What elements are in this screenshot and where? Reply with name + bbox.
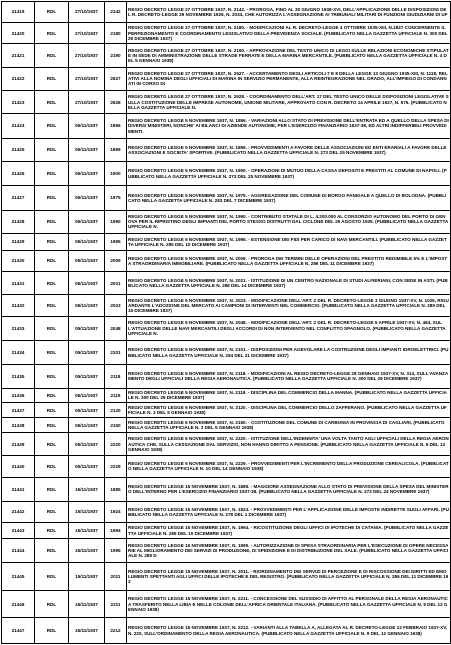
table-row	[2, 456, 451, 477]
table-row	[2, 538, 451, 562]
table-row	[2, 210, 451, 233]
description-cell: REGIO DECRETO LEGGE 5 NOVEMBRE 1937, N. 2119. - DISCIPLINA DEL COMMERCIO DELLA MANNA. (PUBBLICATO NELLA GAZZETTA UFFICIALE N. 300 DEL 29 DICEMBRE 1937)	[127, 388, 451, 403]
date-cell: 15/11/1937	[69, 501, 105, 522]
record-id-cell: 21425	[2, 138, 35, 161]
act-number-cell: 2211	[105, 590, 127, 618]
record-id-cell: 21428	[2, 210, 35, 233]
date-cell: 27/10/1937	[69, 67, 105, 90]
table-row	[2, 186, 451, 210]
record-id-cell: 21422	[2, 67, 35, 90]
record-id-cell: 21442	[2, 501, 35, 522]
date-cell: 05/11/1937	[69, 186, 105, 210]
record-id-cell: 21426	[2, 161, 35, 185]
record-id-cell: 21434	[2, 340, 35, 364]
record-id-cell: 21423	[2, 90, 35, 113]
description-cell: REGIO DECRETO LEGGE 15 NOVEMBRE 1937, N. 1885. - MAGGIORE ASSEGNAZIONE ALLO STATO DI PREVISIONE DELLA SPESA DEL MINISTERO DELL'INTERNO PER L'ESERCIZIO FINANZIARIO 1937-38. (PUBBLICATO NELLA GAZZETTA UFFICIALE N. 272 DEL 24 NOVEMBRE 1937)	[127, 477, 451, 501]
table-row	[2, 44, 451, 67]
description-cell: REGIO DECRETO LEGGE 5 NOVEMBRE 1937, N. 1990. - CONTRIBUTO STATALE DI L. 4.200.000 AL CONSORZIO AUTONOMO DEL PORTO DI GENOVA PER IL RIPRISTINO DEGLI IMPIANTI DEL PORTO STESSO DISTRUTTI DAL CICLONE DEL 25 AGOSTO 1935. (PUBBLICATO NELLA GAZZETTA UFFICIALE N.	[127, 210, 451, 233]
table-row	[2, 114, 451, 138]
table-row	[2, 2, 451, 23]
description-cell: REGIO DECRETO LEGGE 5 NOVEMBRE 1937, N. 2023. - MODIFICAZIONE DELL'ART. 2 DEL R. DECRETO-LEGGE 3 GIUGNO 1937-XV, N. 1025, RIGUARDANTE L'ADOZIONE DEL MERCATO AI CAMPIONI DI INTERVENTI NEL COMMERCIO. (PUBBLICATO NELLA GAZZETTA UFFICIALE N. 289 DEL 15 DICEMBRE 1937)	[127, 295, 451, 316]
decree-table-body	[2, 2, 451, 644]
date-cell: 05/11/1937	[69, 250, 105, 271]
date-cell: 15/11/1937	[69, 523, 105, 539]
date-cell: 15/11/1937	[69, 590, 105, 618]
date-cell: 05/11/1937	[69, 233, 105, 250]
date-cell: 05/11/1937	[69, 433, 105, 456]
act-number-cell: 1995	[105, 538, 127, 562]
record-id-cell: 21433	[2, 316, 35, 340]
act-number-cell: 2190	[105, 44, 127, 67]
record-id-cell: 21435	[2, 365, 35, 388]
act-number-cell: 2142	[105, 2, 127, 23]
record-id-cell: 21429	[2, 233, 35, 250]
act-type-cell: RDL	[35, 538, 69, 562]
act-type-cell: RDL	[35, 501, 69, 522]
act-number-cell: 2150	[105, 418, 127, 433]
description-cell: REGIO DECRETO LEGGE 27 OTTOBRE 1937, N. 2627. - ACCERTAMENTO DEGLI ARTICOLI 7 E 8 DELLA LEGGE 13 GIUGNO 1935-XIII, N. 1118, RELATIVI ALLA NOMINA DEGLI UFFICIALI DI MARINA IN SERVIZIO PERMANENTE, ALLA REINTEGRAZIONE NEL GRADO, ALL'IMPIEGO DI CONDANNATI IN CORSO DI	[127, 67, 451, 90]
act-number-cell: 2229	[105, 456, 127, 477]
description-cell: REGIO DECRETO LEGGE 15 NOVEMBRE 1937, N. 2211. - CONCESSIONE DEL SUSSIDIO DI AFFITTO AL PERSONALE DELLA REGIA AERONAUTICA TRASFERITO NELLA LIBIA E NELLE COLONIE DELL'AFRICA ORIENTALE ITALIANA. (PUBBLICATO NELLA GAZZETTA UFFICIALE N. 9 DEL 12 GENNAIO 1938)	[127, 590, 451, 618]
date-cell: 15/11/1937	[69, 538, 105, 562]
act-number-cell: 1900	[105, 161, 127, 185]
table-row	[2, 477, 451, 501]
act-type-cell: RDL	[35, 340, 69, 364]
date-cell: 05/11/1937	[69, 316, 105, 340]
act-type-cell: RDL	[35, 295, 69, 316]
act-type-cell: RDL	[35, 210, 69, 233]
act-type-cell: RDL	[35, 590, 69, 618]
act-number-cell: 1990	[105, 210, 127, 233]
record-id-cell: 21447	[2, 618, 35, 644]
description-cell: REGIO DECRETO LEGGE 27 OTTOBRE 1937, N. 2180. - MODIFICAZIONI AL R. DECRETO-LEGGE 4 OTTOBRE 1935-XIII, N.1827 CONCERNENTE IL PERFEZIONAMENTO E COORDINAMENTO LEGISLATIVO DELLA PREVIDENZA SOCIALE. (PUBBLICATO NELLA GAZZETTA UFFICIALE N. 300 DEL 29 DICEMBRE 1937)	[127, 23, 451, 44]
act-type-cell: RDL	[35, 90, 69, 113]
record-id-cell: 21446	[2, 590, 35, 618]
description-cell: REGIO DECRETO LEGGE 5 NOVEMBRE 1937, N. 2150. - COSTITUZIONE DEL COMUNE DI CARBONIA IN PROVINCIA DI CAGLIARI. (PUBBLICATO NELLA GAZZETTA UFFICIALE N. 3 DEL 5 GENNAIO 1938)	[127, 418, 451, 433]
description-cell: REGIO DECRETO LEGGE 15 NOVEMBRE 1937, N. 2011. - RIORDINAMENTO DEI SERVIZI DI PERCEZIONE E DI RISCOSSIONE DEI DIRITTI ED EMOLUMENTI SPETTANTI AGLI UFFICI DELLE IPOTECHE E DEL REGISTRO. (PUBBLICATO NELLA GAZZETTA UFFICIALE N. 286 DEL 11 DICEMBRE 193	[127, 563, 451, 591]
act-number-cell: 1856	[105, 114, 127, 138]
description-cell: REGIO DECRETO LEGGE 5 NOVEMBRE 1937, N. 2120. - DISCIPLINA DEL COMMERCIO DELLO ZAFFERANO. (PUBBLICATO NELLA GAZZETTA UFFICIALE N. 3 DEL 5 GENNAIO 1938)	[127, 403, 451, 418]
date-cell: 27/10/1937	[69, 44, 105, 67]
act-type-cell: RDL	[35, 418, 69, 433]
act-type-cell: RDL	[35, 250, 69, 271]
description-cell: REGIO DECRETO LEGGE 5 NOVEMBRE 1937, N. 1856. - VARIAZIONI ALLO STATO DI PREVISIONE DELL'ENTRATA ED A QUELLO DELLA SPESA DI DIVERSI MINISTERI, NONCHE' AI BILANCI DI AZIENDE AUTONOME, PER L'ESERCIZIO FINANZIARIO 1937-38, ED ALTRI INDIFFERIBILI PROVVEDIMENTI.	[127, 114, 451, 138]
date-cell: 05/11/1937	[69, 456, 105, 477]
record-id-cell: 21430	[2, 250, 35, 271]
record-id-cell: 21436	[2, 388, 35, 403]
table-row	[2, 563, 451, 591]
record-id-cell: 21437	[2, 403, 35, 418]
date-cell: 27/10/1937	[69, 90, 105, 113]
record-id-cell: 21441	[2, 477, 35, 501]
act-number-cell: 1994	[105, 523, 127, 539]
description-cell: REGIO DECRETO LEGGE 5 NOVEMBRE 1937, N. 1899. - PROVVEDIMENTI A FAVORE DELLE ASSOCIAZIONI ED ENTI ERARIALI A FAVORE DELLE ASSOCIAZIONI E SOCIETA' SPORTIVE. (PUBBLICATO NELLA GAZZETTA UFFICIALE N. 273 DEL 25 NOVEMBRE 1937)	[127, 138, 451, 161]
act-type-cell: RDL	[35, 44, 69, 67]
date-cell: 05/11/1937	[69, 138, 105, 161]
table-row	[2, 67, 451, 90]
date-cell: 15/11/1937	[69, 563, 105, 591]
table-row	[2, 316, 451, 340]
act-type-cell: RDL	[35, 403, 69, 418]
description-cell: REGIO DECRETO LEGGE 15 NOVEMBRE 1937, N. 1994. - RICOSTITUZIONE DEGLI UFFICI DI IPOTECHE DI CATANIA. (PUBBLICATO NELLA GAZZETTA UFFICIALE N. 285 DEL 10 DICEMBRE 1937)	[127, 523, 451, 539]
act-number-cell: 2627	[105, 67, 127, 90]
date-cell: 05/11/1937	[69, 161, 105, 185]
description-cell: REGIO DECRETO LEGGE 5 NOVEMBRE 1937, N. 2101. - DISPOSIZIONI PER AGEVOLARE LA COSTRUZIONE DEGLI IMPIANTI IDROELETTRICI. (PUBBLICATO NELLA GAZZETTA UFFICIALE N. 294 DEL 21 DICEMBRE 1937)	[127, 340, 451, 364]
act-type-cell: RDL	[35, 114, 69, 138]
description-cell: REGIO DECRETO LEGGE 27 OTTOBRE 1937, N. 2142. - PROROGA, FINO AL 30 GIUGNO 1938-XVI, DELL'APPLICAZIONE DELLE DISPOSIZIONI DEL R. DECRETO-LEGGE 29 NOVEMBRE 1926, N. 2034, CHE AUTORIZZA L'ASSEGNAZIONE AI TRIBUNALI MILITARI DI FUNZIONI GIUDIZIARIE DI UF	[127, 2, 451, 23]
table-row	[2, 295, 451, 316]
description-cell: REGIO DECRETO LEGGE 5 NOVEMBRE 1937, N. 1900. - OPERAZIONI DI MUTUO DELLA CASSA DEPOSITI E PRESTITI AL COMUNE DI NAPOLI. (PUBBLICATO NELLA GAZZETTA UFFICIALE N. 273 DEL 25 NOVEMBRE 1937)	[127, 161, 451, 185]
date-cell: 05/11/1937	[69, 365, 105, 388]
record-id-cell: 21420	[2, 23, 35, 44]
table-row	[2, 433, 451, 456]
table-row	[2, 340, 451, 364]
act-type-cell: RDL	[35, 23, 69, 44]
act-type-cell: RDL	[35, 161, 69, 185]
date-cell: 05/11/1937	[69, 114, 105, 138]
act-number-cell: 2212	[105, 618, 127, 644]
date-cell: 05/11/1937	[69, 388, 105, 403]
act-type-cell: RDL	[35, 2, 69, 23]
act-type-cell: RDL	[35, 618, 69, 644]
act-number-cell: 2101	[105, 340, 127, 364]
table-row	[2, 365, 451, 388]
act-type-cell: RDL	[35, 67, 69, 90]
act-number-cell: 2023	[105, 295, 127, 316]
act-type-cell: RDL	[35, 456, 69, 477]
date-cell: 27/10/1937	[69, 2, 105, 23]
date-cell: 05/11/1937	[69, 340, 105, 364]
act-type-cell: RDL	[35, 563, 69, 591]
date-cell: 05/11/1937	[69, 210, 105, 233]
act-number-cell: 2119	[105, 388, 127, 403]
table-row	[2, 161, 451, 185]
table-row	[2, 90, 451, 113]
record-id-cell: 21432	[2, 295, 35, 316]
act-type-cell: RDL	[35, 433, 69, 456]
description-cell: REGIO DECRETO LEGGE 5 NOVEMBRE 1937, N. 1975. - AGGREGAZIONE DEL COMUNE DI BORGO PANIGALE A QUELLO DI BOLOGNA. (PUBBLICATO NELLA GAZZETTA UFFICIALE N. 283 DEL 7 DICEMBRE 1937)	[127, 186, 451, 210]
decree-table	[1, 1, 451, 644]
act-type-cell: RDL	[35, 233, 69, 250]
table-row	[2, 523, 451, 539]
record-id-cell: 21444	[2, 538, 35, 562]
act-type-cell: RDL	[35, 138, 69, 161]
date-cell: 05/11/1937	[69, 418, 105, 433]
record-id-cell: 21445	[2, 563, 35, 591]
act-number-cell: 2220	[105, 433, 127, 456]
act-number-cell: 2180	[105, 23, 127, 44]
table-row	[2, 418, 451, 433]
act-number-cell: 1975	[105, 186, 127, 210]
act-number-cell: 2628	[105, 90, 127, 113]
table-row	[2, 23, 451, 44]
description-cell: REGIO DECRETO LEGGE 5 NOVEMBRE 1937, N. 2118. - MODIFICAZIONI AL REGIO DECRETO-LEGGE 28 GENNAIO 1937-XV, N. 314, SULL'AVANZAMENTO DEGLI UFFICIALI DELLA REGIA AERONAUTICA. (PUBBLICATO NELLA GAZZETTA UFFICIALE N. 300 DEL 29 DICEMBRE 1937)	[127, 365, 451, 388]
description-cell: REGIO DECRETO LEGGE 27 OTTOBRE 1937, N. 2628. - COORDINAMENTO DELL'ART. 17 DEL TESTO UNICO DELLE DISPOSIZIONI LEGISLATIVE SULLA COSTITUZIONE DELLE IMPRESE AUTONOME, UNIONE MILITARE, APPROVATO CON R. DECRETO 14 APRILE 1927, N. 575. (PUBBLICATO NELLA GAZZETTA UFFICIALE N.	[127, 90, 451, 113]
act-number-cell: 2011	[105, 563, 127, 591]
description-cell: REGIO DECRETO LEGGE 15 NOVEMBRE 1937, N. 1995. - AUTORIZZAZIONE DI SPESA STRAORDINARIA PER L'ESECUZIONE DI OPERE NECESSARIE AL MIGLIORAMENTO DEI SERVIZI DI PRODUZIONE, DI SPEDIZIONE E DI DISTRIBUZIONE DEL SALE. (PUBBLICATO NELLA GAZZETTA UFFICIALE N. 285 D	[127, 538, 451, 562]
table-row	[2, 388, 451, 403]
act-number-cell: 1899	[105, 138, 127, 161]
date-cell: 27/10/1937	[69, 23, 105, 44]
act-number-cell: 2120	[105, 403, 127, 418]
description-cell: REGIO DECRETO LEGGE 5 NOVEMBRE 1937, N. 2009. - PROROGA DEI TERMINI DELLE OPERAZIONI DEL PRESTITO REDIMIBILE 5% E L'IMPOSTA STRAORDINARIA IMMOBILIARE. (PUBBLICATO NELLA GAZZETTA UFFICIALE N. 286 DEL 11 DICEMBRE 1937)	[127, 250, 451, 271]
table-row	[2, 618, 451, 644]
description-cell: REGIO DECRETO LEGGE 27 OTTOBRE 1937, N. 2190. - APPROVAZIONE DEL TESTO UNICO DI LEGGI SULLE RELAZIONI ECONOMICHE STIPULATE IN SEDE DI AMMINISTRAZIONE DELLE STRADE FERRATE E DELLA MARINA MERCANTILE. (PUBBLICATO NELLA GAZZETTA UFFICIALE N. 4 DEL 5 GENNAIO 1938)	[127, 44, 451, 67]
description-cell: REGIO DECRETO LEGGE 5 NOVEMBRE 1937, N. 2220. - ISTITUZIONE DELL'INDENNITA' UNA VOLTA TANTO AGLI UFFICIALI DELLA REGIA AERONAUTICA CHE, SULLA CESSAZIONE DAL SERVIZIO, NON HANNO DIRITTO A PENSIONE. (PUBBLICATO NELLA GAZZETTA UFFICIALE N. 9 DEL 12 GENNAIO 1938)	[127, 433, 451, 456]
act-number-cell: 2048	[105, 316, 127, 340]
table-row	[2, 590, 451, 618]
record-id-cell: 21421	[2, 44, 35, 67]
record-id-cell: 21439	[2, 433, 35, 456]
act-type-cell: RDL	[35, 316, 69, 340]
table-row	[2, 138, 451, 161]
description-cell: REGIO DECRETO LEGGE 5 NOVEMBRE 1937, N. 1995. - ESTENSIONE DEI FIDI PER CARICO DI NAVI MERCANTILI. (PUBBLICATO NELLA GAZZETTA UFFICIALE N. 285 DEL 10 DICEMBRE 1937)	[127, 233, 451, 250]
act-number-cell: 2009	[105, 250, 127, 271]
act-type-cell: RDL	[35, 388, 69, 403]
act-number-cell: 1924	[105, 501, 127, 522]
act-number-cell: 1995	[105, 233, 127, 250]
act-number-cell: 1885	[105, 477, 127, 501]
act-type-cell: RDL	[35, 186, 69, 210]
date-cell: 05/11/1937	[69, 403, 105, 418]
table-row	[2, 250, 451, 271]
date-cell: 05/11/1937	[69, 295, 105, 316]
record-id-cell: 21427	[2, 186, 35, 210]
description-cell: REGIO DECRETO LEGGE 5 NOVEMBRE 1937, N. 2021. - ISTITUZIONE DI UN CENTRO NAZIONALE DI STUDI ALFIERIANI, CON SEDE IN ASTI. (PUBBLICATO NELLA GAZZETTA UFFICIALE N. 288 DEL 14 DICEMBRE 1937)	[127, 272, 451, 295]
act-type-cell: RDL	[35, 523, 69, 539]
table-row	[2, 272, 451, 295]
record-id-cell: 21440	[2, 456, 35, 477]
date-cell: 15/11/1937	[69, 618, 105, 644]
act-type-cell: RDL	[35, 477, 69, 501]
description-cell: REGIO DECRETO LEGGE 15 NOVEMBRE 1937, N. 2212. - VARIANTI ALLA TABELLA A, ALLEGATA AL R. DECRETO-LEGGE 22 FEBBRAIO 1937-XV, N. 220, SULL'ORDINAMENTO DELLA REGIA AERONAUTICA. (PUBBLICATO NELLA GAZZETTA UFFICIALE N. 9 DEL 12 GENNAIO 1938)	[127, 618, 451, 644]
act-number-cell: 2118	[105, 365, 127, 388]
date-cell: 05/11/1937	[69, 272, 105, 295]
table-row	[2, 403, 451, 418]
act-type-cell: RDL	[35, 272, 69, 295]
record-id-cell: 21419	[2, 2, 35, 23]
act-type-cell: RDL	[35, 365, 69, 388]
date-cell: 15/11/1937	[69, 477, 105, 501]
record-id-cell: 21424	[2, 114, 35, 138]
description-cell: REGIO DECRETO LEGGE 5 NOVEMBRE 1937, N. 2048. - MODIFICAZIONE DELL'ART. 2 DEL R. DECRETO-LEGGE 5 APRILE 1937-XV, N. 464, SULL'ATTUAZIONE DELLE NAVI MERCANTILI DEGLI ACCORDI DI NON INTERVENTO NEL CONFLITTO SPAGNOLO. (PUBBLICATO NELLA GAZZETTA UFFICIALE N.	[127, 316, 451, 340]
record-id-cell: 21443	[2, 523, 35, 539]
description-cell: REGIO DECRETO LEGGE 5 NOVEMBRE 1937, N. 2229. - PROVVEDIMENTI PER L'INCREMENTO DELLA PRODUZIONE CEREALICOLA. (PUBBLICATO NELLA GAZZETTA UFFICIALE N. 10 DEL 14 GENNAIO 1938)	[127, 456, 451, 477]
description-cell: REGIO DECRETO LEGGE 15 NOVEMBRE 1937, N. 1924. - PROVVEDIMENTI PER L'APPLICAZIONE DELLE IMPOSTE INDIRETTE SUGLI AFFARI. (PUBBLICATO NELLA GAZZETTA UFFICIALE N. 278 DEL 1 DICEMBRE 1937)	[127, 501, 451, 522]
table-row	[2, 233, 451, 250]
act-number-cell: 2021	[105, 272, 127, 295]
table-row	[2, 501, 451, 522]
record-id-cell: 21438	[2, 418, 35, 433]
record-id-cell: 21431	[2, 272, 35, 295]
